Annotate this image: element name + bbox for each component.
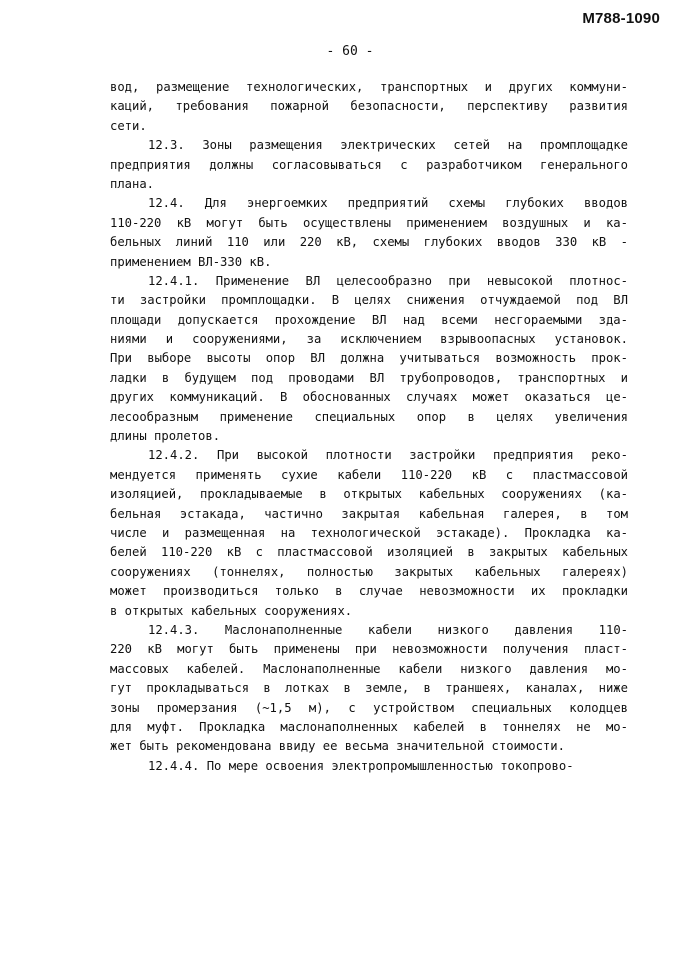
text-line: других коммуникаций. В обоснованных случаях может оказаться це- — [110, 390, 628, 405]
text-line: массовых кабелей. Маслонаполненные кабели низкого давления мо- — [110, 661, 628, 676]
text-line: плана. — [110, 176, 155, 191]
page-number: - 60 - — [326, 44, 374, 59]
text-line: предприятия должны согласовываться с разработчиком генерального — [110, 157, 628, 172]
text-line: лесообразным применение специальных опор в целях увеличения — [110, 409, 628, 424]
text-line: ладки в будущем под проводами ВЛ трубопроводов, транспортных и — [110, 370, 628, 385]
text-line: 12.4.1. Применение ВЛ целесообразно при невысокой плотнос- — [148, 273, 628, 288]
text-line: 12.4.3. Маслонаполненные кабели низкого давления 110- — [148, 622, 628, 637]
text-line: длины пролетов. — [110, 429, 221, 444]
text-line: 220 кВ могут быть применены при невозможности получения пласт- — [110, 642, 628, 657]
text-line: 12.4. Для энергоемких предприятий схемы глубоких вводов — [148, 196, 628, 211]
text-line: ниями и сооружениями, за исключением взрывоопасных установок. — [110, 332, 628, 347]
text-line: бельная эстакада, частично закрытая кабельная галерея, в том — [110, 506, 628, 521]
text-line: зоны промерзания (~1,5 м), с устройством специальных колодцев — [110, 700, 628, 715]
text-line: площади допускается прохождение ВЛ над всеми несгораемыми зда- — [110, 312, 628, 327]
text-line: При выборе высоты опор ВЛ должна учитываться возможность прок- — [110, 351, 628, 366]
text-line: числе и размещенная на технологической эстакаде). Прокладка ка- — [110, 525, 628, 540]
text-line: применением ВЛ-330 кВ. — [110, 254, 272, 269]
text-line: сооружениях (тоннелях, полностью закрытых кабельных галереях) — [110, 564, 628, 579]
text-line: в открытых кабельных сооружениях. — [110, 603, 353, 618]
text-line: для муфт. Прокладка маслонаполненных кабелей в тоннелях не мо- — [110, 719, 628, 734]
text-line: бельных линий 110 или 220 кВ, схемы глубоких вводов 330 кВ - — [110, 235, 628, 250]
text-line: сети. — [110, 118, 147, 133]
text-line: 12.4.2. При высокой плотности застройки предприятия реко- — [148, 448, 628, 463]
text-line: 110-220 кВ могут быть осуществлены применением воздушных и ка- — [110, 215, 628, 230]
text-line: может производиться только в случае невозможности их прокладки — [110, 584, 628, 599]
text-line: белей 110-220 кВ с пластмассовой изоляцией в закрытых кабельных — [110, 545, 628, 560]
text-line: мендуется применять сухие кабели 110-220 кВ с пластмассовой — [110, 467, 628, 482]
text-line: 12.4.4. По мере освоения электропромышленностью токопрово- — [148, 758, 574, 773]
text-line: ти застройки промплощадки. В целях снижения отчуждаемой под ВЛ — [110, 293, 628, 308]
text-line: 12.3. Зоны размещения электрических сетей на промплощадке — [148, 138, 628, 153]
document-code: М788-1090 — [582, 10, 660, 27]
text-line: гут прокладываться в лотках в земле, в траншеях, каналах, ниже — [110, 681, 628, 696]
text-line: изоляцией, прокладываемые в открытых кабельных сооружениях (ка- — [110, 487, 628, 502]
body-text — [110, 78, 628, 776]
text-line: каций, требования пожарной безопасности, перспективу развития — [110, 99, 628, 114]
text-line: жет быть рекомендована ввиду ее весьма значительной стоимости. — [110, 739, 565, 754]
text-line: вод, размещение технологических, транспортных и других коммуни- — [110, 80, 628, 94]
